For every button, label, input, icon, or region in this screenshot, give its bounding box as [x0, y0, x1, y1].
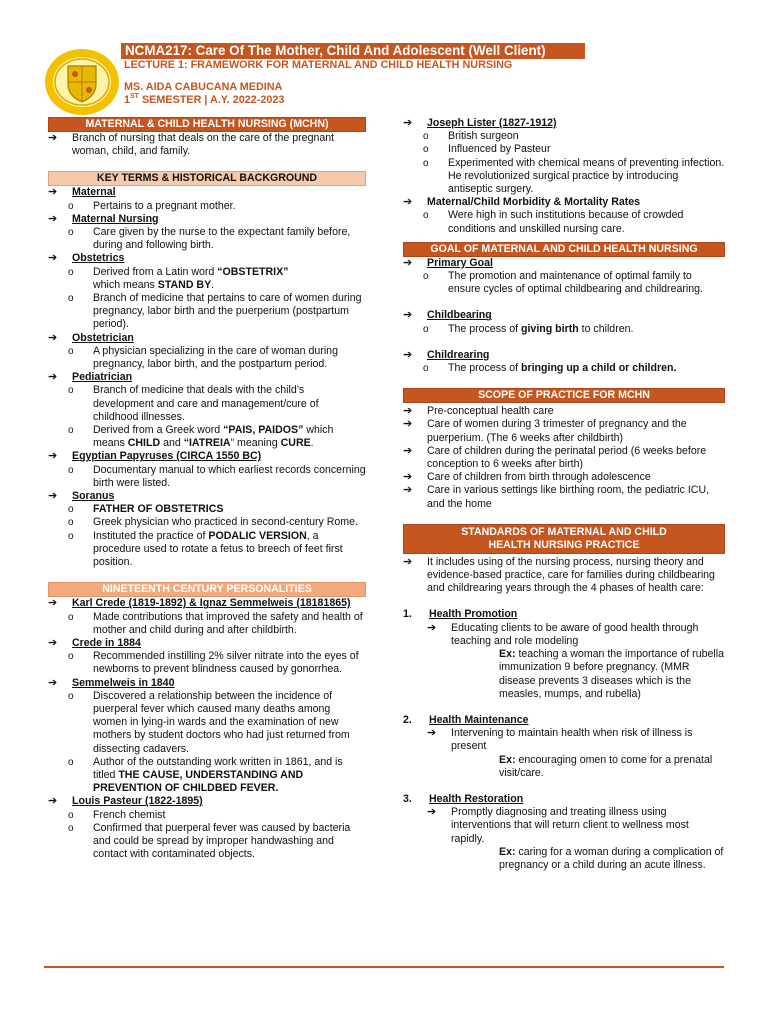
- semester-line: [124, 94, 284, 107]
- arrow-icon: ➔: [427, 621, 437, 634]
- list-item: [403, 270, 725, 296]
- item-text: Confirmed that puerperal fever was caused by bacteria and could be spread by improper handwashing and contact with contaminated objects.: [93, 821, 351, 861]
- term-title: Maternal/Child Morbidity & Mortality Rates: [427, 196, 641, 209]
- item-text: Care given by the nurse to the expectant family before, during and following birth.: [93, 226, 351, 252]
- bullet-icon: o: [68, 464, 74, 476]
- example-label: Ex:: [499, 845, 516, 858]
- item-text: Branch of medicine that pertains to care of women during pregnancy, labor birth and the puerperium (postpartum period).: [93, 292, 362, 331]
- text-fragment: which means: [93, 424, 334, 450]
- arrow-icon: ➔: [403, 348, 413, 361]
- bullet-icon: o: [423, 363, 429, 375]
- bullet-icon: o: [68, 200, 74, 212]
- bullet-icon: o: [423, 131, 429, 143]
- list-item: [48, 424, 366, 450]
- item-number: 2.: [403, 713, 412, 726]
- bullet-icon: o: [68, 809, 74, 821]
- item-text: Promptly diagnosing and treating illness using interventions that will return client to wellness most rapidly.: [451, 806, 689, 845]
- list-item: [48, 252, 366, 265]
- term-title: Maternal Nursing: [72, 212, 159, 225]
- term-title: Crede in 1884: [72, 636, 141, 649]
- item-text: Intervening to maintain health when risk of illness is present: [451, 727, 693, 753]
- arrow-icon: ➔: [403, 309, 413, 322]
- bullet-icon: o: [68, 517, 74, 529]
- list-item: [48, 530, 366, 570]
- list-item: [48, 464, 366, 490]
- lecture-title: LECTURE 1: FRAMEWORK FOR MATERNAL AND CHILD HEALTH NURSING: [124, 59, 513, 71]
- item-text: Care of children from birth through adolescence: [427, 471, 651, 484]
- item-number: 1.: [403, 608, 412, 621]
- example-text: [403, 648, 725, 701]
- text-fragment: CURE: [280, 437, 311, 450]
- section-heading-goal: GOAL OF MATERNAL AND CHILD HEALTH NURSING: [403, 242, 725, 257]
- arrow-icon: ➔: [48, 331, 58, 344]
- list-item: [48, 266, 366, 292]
- text-fragment: to children.: [578, 322, 634, 335]
- text-fragment: CHILD: [127, 437, 161, 450]
- term-title: Karl Crede (1819-1892) & Ignaz Semmelweis (18181865): [72, 597, 351, 610]
- list-item: [403, 806, 725, 846]
- text-fragment: The process of: [448, 362, 522, 375]
- term-title: Pediatrician: [72, 371, 133, 384]
- bullet-icon: o: [423, 271, 429, 283]
- item-text: FATHER OF OBSTETRICS: [93, 503, 224, 516]
- numbered-item: [403, 714, 725, 727]
- text-fragment: caring for a woman during a complication of pregnancy or a child during an acute illness.: [499, 845, 724, 871]
- bullet-icon: o: [423, 157, 429, 169]
- footer-divider: [44, 966, 724, 968]
- list-item: [48, 650, 366, 676]
- item-text: Care in various settings like birthing room, the pediatric ICU, and the home: [427, 484, 710, 510]
- arrow-icon: ➔: [48, 252, 58, 265]
- bullet-icon: o: [423, 323, 429, 335]
- list-item: [48, 200, 366, 213]
- list-item: [403, 130, 725, 143]
- term-title: Obstetrics: [72, 252, 125, 265]
- list-item: [403, 309, 725, 322]
- text-fragment: bringing up a child or children.: [521, 362, 677, 375]
- text-fragment: .: [310, 437, 314, 450]
- list-item: [48, 186, 366, 199]
- list-item: [48, 690, 366, 756]
- term-title: Soranus: [72, 490, 115, 503]
- list-item: [403, 418, 725, 444]
- list-item: [48, 332, 366, 345]
- arrow-icon: ➔: [48, 490, 58, 503]
- term-title: Health Restoration: [429, 792, 524, 805]
- arrow-icon: ➔: [403, 405, 413, 418]
- item-text: Pertains to a pregnant mother.: [93, 199, 236, 212]
- list-item: [403, 157, 725, 197]
- item-text: Branch of medicine that deals with the child’s development and care and management/cure of childhood illnesses.: [93, 384, 319, 423]
- bullet-icon: o: [68, 385, 74, 397]
- arrow-icon: ➔: [48, 212, 58, 225]
- term-title: Louis Pasteur (1822-1895): [72, 795, 203, 808]
- arrow-icon: ➔: [403, 117, 413, 129]
- term-title: Semmelweis in 1840: [72, 676, 175, 689]
- list-item: [48, 384, 366, 424]
- arrow-icon: ➔: [403, 484, 413, 497]
- term-title: Health Promotion: [429, 608, 518, 621]
- list-item: [48, 292, 366, 332]
- item-text: A physician specializing in the care of woman during pregnancy, labor birth, and the postpartum period.: [93, 344, 338, 371]
- item-text: Recommended instilling 2% silver nitrate into the eyes of newborns to prevent blindness caused by gonorrhea.: [93, 650, 359, 676]
- list-item: [48, 637, 366, 650]
- list-item: [48, 490, 366, 503]
- bullet-icon: o: [68, 530, 74, 542]
- bullet-icon: o: [68, 425, 74, 437]
- item-text: Care of children during the perinatal period (6 weeks before conception to 6 weeks after birth): [427, 444, 707, 471]
- text-fragment: Instituted the practice of: [93, 529, 209, 542]
- bullet-icon: o: [68, 293, 74, 305]
- bullet-icon: o: [68, 227, 74, 239]
- text-fragment: STAND BY: [157, 278, 212, 291]
- course-title-bar: NCMA217: Care Of The Mother, Child And Adolescent (Well Client): [121, 43, 585, 59]
- term-title: Egyptian Papyruses (CIRCA 1550 BC): [72, 450, 262, 463]
- arrow-icon: ➔: [403, 444, 413, 457]
- bullet-icon: o: [423, 210, 429, 222]
- example-label: Ex:: [499, 648, 516, 661]
- arrow-icon: ➔: [48, 132, 58, 144]
- example-label: Ex:: [499, 753, 516, 766]
- list-item: [403, 349, 725, 362]
- section-heading-scope: SCOPE OF PRACTICE FOR MCHN: [403, 388, 725, 403]
- list-item: [403, 362, 725, 375]
- text-fragment: THE CAUSE, UNDERSTANDING AND PREVENTION OF CHILDBED FEVER.: [93, 768, 304, 795]
- text-fragment: “PAIS, PAIDOS”: [223, 424, 304, 437]
- bullet-icon: o: [423, 144, 429, 156]
- arrow-icon: ➔: [48, 450, 58, 463]
- list-item: [48, 809, 366, 822]
- term-title: Obstetrician: [72, 331, 134, 344]
- section-heading-mchn: MATERNAL & CHILD HEALTH NURSING (MCHN): [48, 117, 366, 132]
- bullet-icon: o: [68, 756, 74, 768]
- item-text: Educating clients to be aware of good health through teaching and role modeling: [451, 621, 699, 647]
- list-item: [403, 622, 725, 648]
- text-fragment: teaching a woman the importance of rubella immunization 9 before pregnancy. (MMR disease prevents 3 diseases which is the measles, mumps, and rubella): [499, 648, 724, 700]
- text-fragment: The process of: [448, 322, 522, 335]
- item-text: Made contributions that improved the safety and health of mother and child during and after childbirth.: [93, 610, 363, 636]
- list-item: [403, 445, 725, 471]
- numbered-item: [403, 793, 725, 806]
- list-item: [48, 503, 366, 516]
- text-fragment: PODALIC VERSION: [208, 529, 307, 542]
- left-column: [48, 117, 366, 861]
- list-item: [403, 257, 725, 270]
- item-text: Influenced by Pasteur: [448, 143, 551, 156]
- arrow-icon: ➔: [403, 256, 413, 269]
- list-item: [403, 556, 725, 596]
- arrow-icon: ➔: [48, 795, 58, 808]
- list-item: [48, 756, 366, 796]
- text-fragment: Derived from a Latin word: [93, 265, 218, 278]
- bullet-icon: o: [68, 266, 74, 278]
- text-fragment: , a procedure used to rotate a fetus to breech of feet first position.: [93, 529, 343, 569]
- bullet-icon: o: [68, 690, 74, 702]
- item-text: Care of women during 3 trimester of pregnancy and the puerperium. (The 6 weeks after childbirth): [427, 418, 687, 444]
- item-text: Pre-conceptual health care: [427, 405, 554, 418]
- text-fragment: which means: [93, 278, 158, 291]
- list-item: [48, 822, 366, 862]
- list-item: [403, 209, 725, 235]
- term-title: Maternal: [72, 186, 116, 199]
- term-title: Joseph Lister (1827-1912): [427, 117, 557, 129]
- list-item: [403, 196, 725, 209]
- text-fragment: Author of the outstanding work written in 1861, and is titled: [93, 755, 343, 781]
- text-fragment: “OBSTETRIX”: [217, 265, 289, 278]
- bullet-icon: o: [68, 504, 74, 516]
- bullet-icon: o: [68, 611, 74, 623]
- item-text: It includes using of the nursing process, nursing theory and evidence-based practice, care for families during childbearing and childrearing years through the 4 phases of health care:: [427, 555, 715, 595]
- heading-line-2: HEALTH NURSING PRACTICE: [488, 538, 640, 551]
- arrow-icon: ➔: [403, 471, 413, 484]
- list-item: [403, 405, 725, 418]
- arrow-icon: ➔: [48, 186, 58, 199]
- list-item: [48, 677, 366, 690]
- right-column: [403, 117, 725, 872]
- university-seal-logo: [44, 44, 120, 120]
- bullet-icon: o: [68, 651, 74, 663]
- list-item: [48, 345, 366, 371]
- section-heading-standards: [403, 524, 725, 554]
- list-item: [48, 795, 366, 808]
- arrow-icon: ➔: [48, 371, 58, 384]
- list-item: [403, 471, 725, 484]
- example-text: [403, 846, 725, 872]
- semester-rest: SEMESTER | A.Y. 2022-2023: [138, 94, 285, 106]
- numbered-item: [403, 608, 725, 621]
- list-item: [48, 450, 366, 463]
- bullet-icon: o: [68, 345, 74, 357]
- item-text: Were high in such institutions because of crowded conditions and unskilled nursing care.: [448, 209, 684, 235]
- list-item: [48, 597, 366, 610]
- item-text: Branch of nursing that deals on the care of the pregnant woman, child, and family.: [72, 132, 335, 158]
- item-text: Greek physician who practiced in second-century Rome.: [93, 516, 358, 529]
- text-fragment: encouraging omen to come for a prenatal visit/care.: [499, 753, 713, 779]
- section-heading-key-terms: KEY TERMS & HISTORICAL BACKGROUND: [48, 171, 366, 186]
- list-item: [403, 117, 725, 130]
- arrow-icon: ➔: [427, 727, 437, 740]
- list-item: [48, 516, 366, 529]
- list-item: [403, 727, 725, 753]
- text-fragment: ” meaning: [230, 437, 281, 450]
- text-fragment: giving birth: [521, 322, 579, 335]
- item-number: 3.: [403, 792, 412, 805]
- list-item: [48, 132, 366, 158]
- term-title: Childrearing: [427, 348, 490, 361]
- bullet-icon: o: [68, 822, 74, 834]
- list-item: [48, 226, 366, 252]
- item-text: Documentary manual to which earliest records concerning birth were listed.: [93, 463, 366, 489]
- text-fragment: Derived from a Greek word: [93, 424, 224, 437]
- list-item: [403, 484, 725, 510]
- list-item: [48, 213, 366, 226]
- term-title: Primary Goal: [427, 256, 493, 269]
- item-text: Discovered a relationship between the incidence of puerperal fever which caused many deaths among women in lying-in wards and the examination of new mothers by student doctors who had just returned from dissecting cadavers.: [93, 689, 350, 755]
- text-fragment: and: [160, 437, 184, 450]
- text-fragment: .: [211, 278, 215, 291]
- section-heading-nineteenth-century: NINETEENTH CENTURY PERSONALITIES: [48, 582, 366, 597]
- arrow-icon: ➔: [427, 806, 437, 819]
- item-text: The promotion and maintenance of optimal family to ensure cycles of optimal childbearing and childrearing.: [448, 270, 703, 296]
- text-fragment: “IATREIA: [183, 437, 231, 450]
- example-text: [403, 754, 725, 780]
- list-item: [403, 323, 725, 336]
- semester-ordinal: ST: [130, 93, 139, 100]
- instructor-name: MS. AIDA CABUCANA MEDINA: [124, 81, 283, 93]
- arrow-icon: ➔: [48, 676, 58, 689]
- term-title: Health Maintenance: [429, 713, 529, 726]
- arrow-icon: ➔: [403, 196, 413, 209]
- semester-number: 1: [124, 94, 131, 106]
- term-title: Childbearing: [427, 309, 492, 322]
- item-text: British surgeon: [448, 130, 519, 143]
- arrow-icon: ➔: [48, 636, 58, 649]
- list-item: [48, 611, 366, 637]
- list-item: [403, 143, 725, 156]
- arrow-icon: ➔: [403, 418, 413, 431]
- list-item: [48, 371, 366, 384]
- item-text: French chemist: [93, 808, 166, 821]
- heading-line-1: STANDARDS OF MATERNAL AND CHILD: [461, 525, 667, 538]
- arrow-icon: ➔: [48, 597, 58, 610]
- item-text: Experimented with chemical means of preventing infection. He revolutionized surgical practice by introducing antiseptic surgery.: [448, 156, 725, 196]
- arrow-icon: ➔: [403, 555, 413, 568]
